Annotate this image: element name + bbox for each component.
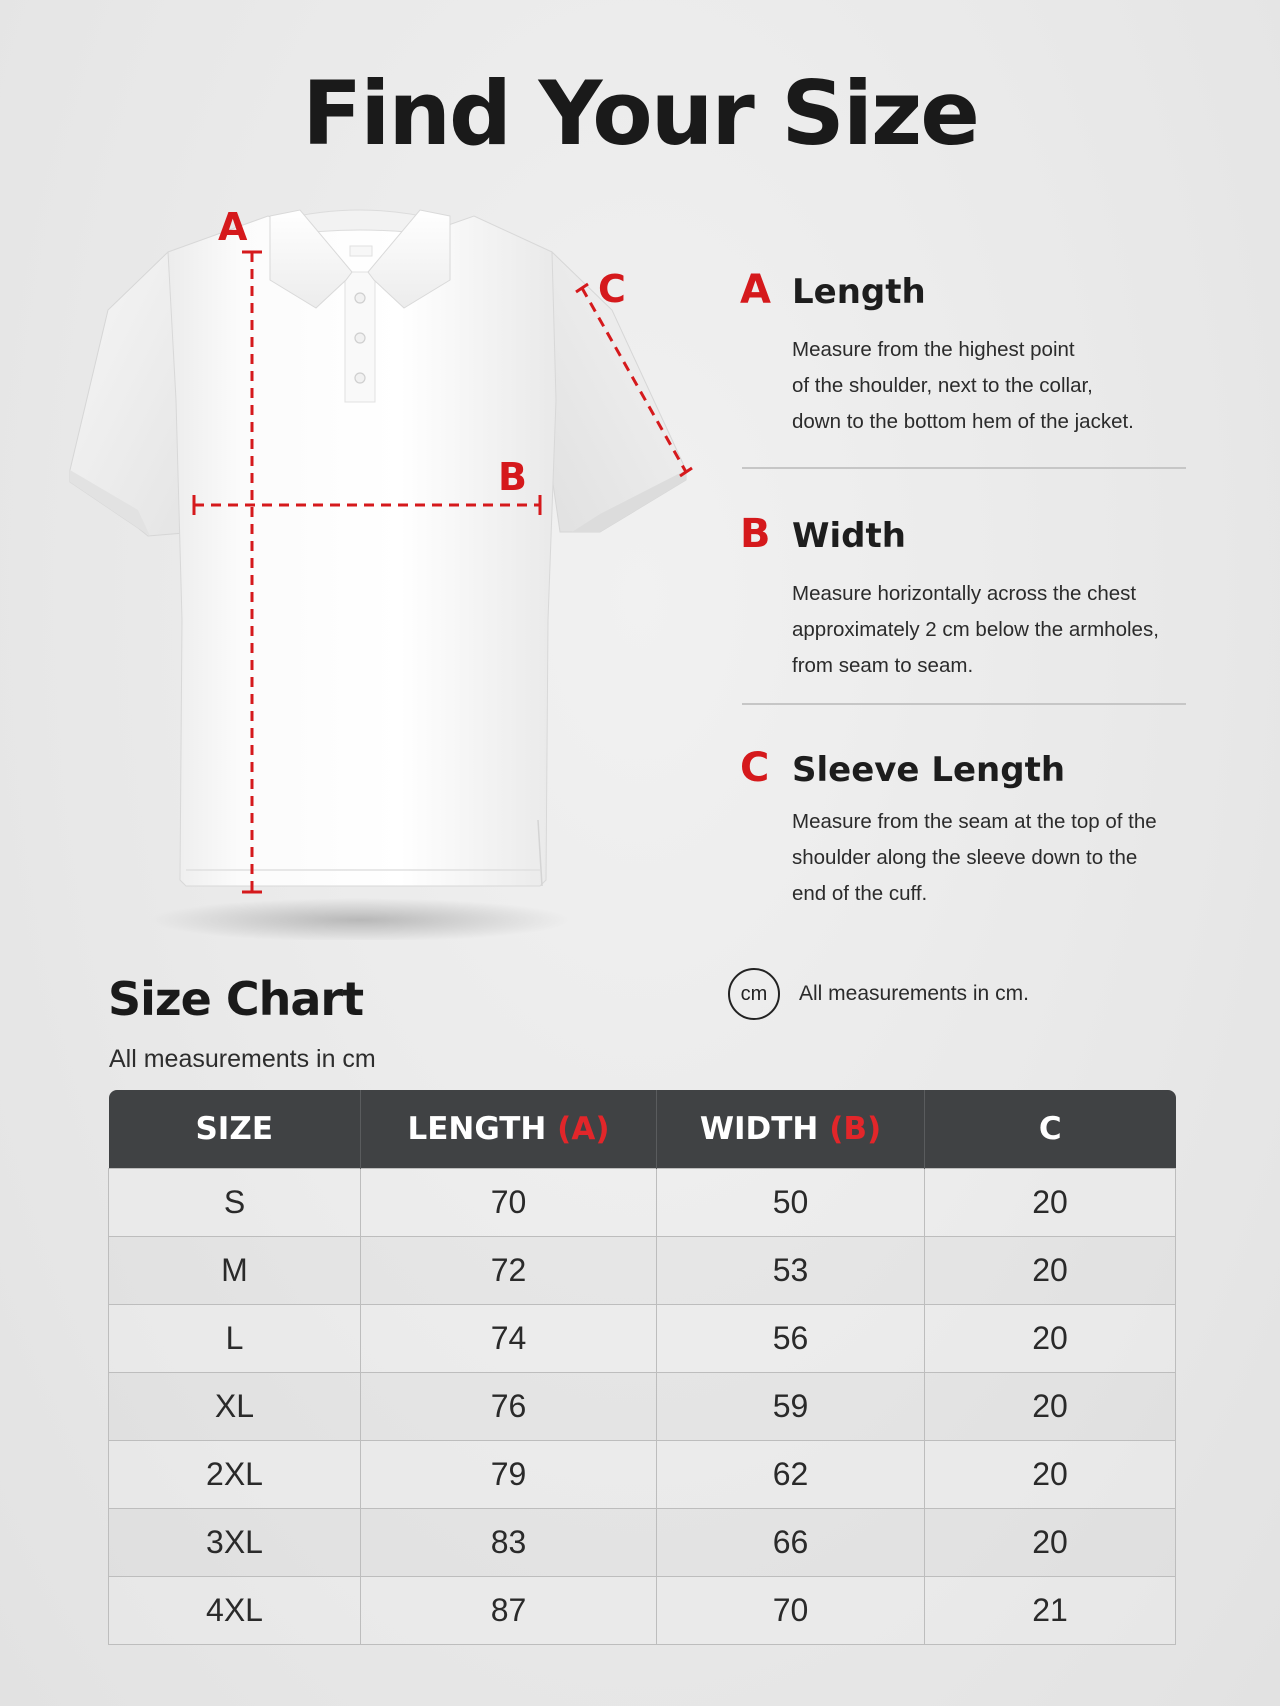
column-header-key: (A) <box>557 1111 610 1147</box>
table-cell-width: 53 <box>657 1237 925 1305</box>
column-header-length <box>361 1090 657 1169</box>
table-cell-length: 70 <box>361 1169 657 1237</box>
description-line: shoulder along the sleeve down to the <box>792 846 1138 869</box>
table-cell-c: 20 <box>925 1509 1176 1577</box>
column-header-size <box>109 1090 361 1169</box>
unit-note <box>728 968 1029 1020</box>
table-cell-size: M <box>109 1237 361 1305</box>
column-header-label: WIDTH <box>699 1111 819 1147</box>
marker-b-label: B <box>498 455 527 499</box>
table-row <box>109 1169 1176 1237</box>
table-cell-width: 50 <box>657 1169 925 1237</box>
table-row <box>109 1577 1176 1645</box>
page-title: Find Your Size <box>302 62 978 165</box>
measurement-key: B <box>740 511 771 557</box>
size-chart-title: Size Chart <box>108 972 364 1026</box>
unit-note-text: All measurements in cm. <box>799 982 1029 1005</box>
table-row <box>109 1373 1176 1441</box>
measurement-description <box>792 576 1200 684</box>
divider <box>742 703 1186 705</box>
table-cell-c: 20 <box>925 1373 1176 1441</box>
table-cell-size: 2XL <box>109 1441 361 1509</box>
table-cell-size: XL <box>109 1373 361 1441</box>
table-cell-length: 79 <box>361 1441 657 1509</box>
description-line: end of the cuff. <box>792 882 928 905</box>
table-cell-size: 3XL <box>109 1509 361 1577</box>
description-line: of the shoulder, next to the collar, <box>792 374 1093 397</box>
table-cell-length: 87 <box>361 1577 657 1645</box>
table-cell-width: 66 <box>657 1509 925 1577</box>
table-cell-width: 70 <box>657 1577 925 1645</box>
description-line: Measure from the seam at the top of the <box>792 810 1157 833</box>
description-line: approximately 2 cm below the armholes, <box>792 618 1159 641</box>
description-line: down to the bottom hem of the jacket. <box>792 410 1134 433</box>
table-cell-width: 59 <box>657 1373 925 1441</box>
table-cell-width: 62 <box>657 1441 925 1509</box>
description-line: Measure from the highest point <box>792 338 1075 361</box>
table-row <box>109 1509 1176 1577</box>
column-header-key: (B) <box>829 1111 882 1147</box>
divider <box>742 467 1186 469</box>
measurement-description <box>792 804 1200 912</box>
measurement-length <box>740 267 1200 440</box>
size-table-body <box>109 1169 1176 1645</box>
table-cell-c: 20 <box>925 1237 1176 1305</box>
table-row <box>109 1441 1176 1509</box>
table-cell-size: L <box>109 1305 361 1373</box>
column-header-width <box>657 1090 925 1169</box>
table-cell-c: 20 <box>925 1169 1176 1237</box>
marker-c-label: C <box>598 267 626 311</box>
measurement-key: C <box>740 745 770 791</box>
size-chart-subtitle: All measurements in cm <box>109 1045 376 1073</box>
marker-a-label: A <box>218 205 248 249</box>
description-line: Measure horizontally across the chest <box>792 582 1137 605</box>
table-cell-size: 4XL <box>109 1577 361 1645</box>
column-header-label: C <box>1038 1111 1062 1147</box>
measurement-sleeve-length <box>740 745 1200 912</box>
column-header-label: SIZE <box>195 1111 273 1147</box>
shirt-illustration <box>0 180 720 940</box>
measurement-description <box>792 332 1200 440</box>
table-cell-length: 76 <box>361 1373 657 1441</box>
measurement-name: Sleeve Length <box>792 750 1066 790</box>
column-header-c <box>925 1090 1176 1169</box>
table-cell-size: S <box>109 1169 361 1237</box>
table-row <box>109 1305 1176 1373</box>
column-header-label: LENGTH <box>407 1111 547 1147</box>
table-cell-width: 56 <box>657 1305 925 1373</box>
table-cell-length: 74 <box>361 1305 657 1373</box>
table-cell-length: 83 <box>361 1509 657 1577</box>
size-table <box>108 1090 1176 1645</box>
table-cell-c: 21 <box>925 1577 1176 1645</box>
measurement-width <box>740 511 1200 684</box>
measurement-name: Width <box>792 516 906 556</box>
table-cell-c: 20 <box>925 1305 1176 1373</box>
table-cell-length: 72 <box>361 1237 657 1305</box>
description-line: from seam to seam. <box>792 654 974 677</box>
table-header-row <box>109 1090 1176 1169</box>
measurement-key: A <box>740 267 771 313</box>
cm-unit-icon: cm <box>728 968 780 1020</box>
measurement-name: Length <box>792 272 926 312</box>
table-cell-c: 20 <box>925 1441 1176 1509</box>
table-row <box>109 1237 1176 1305</box>
